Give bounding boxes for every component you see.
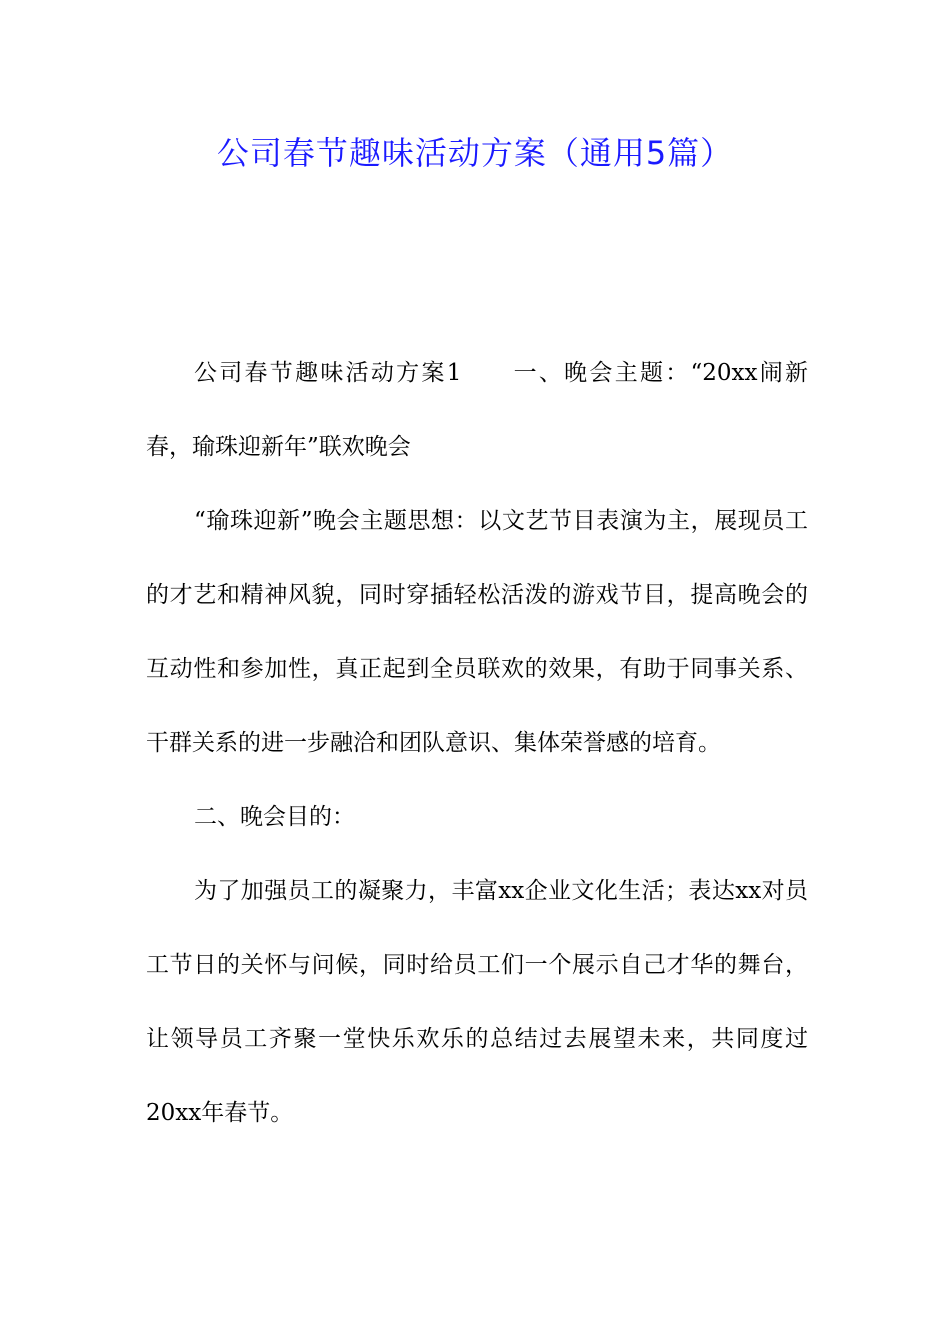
paragraph-1-text: 一、晚会主题：“20xx闹新春，瑜珠迎新年”联欢晚会 [146, 360, 809, 460]
section-heading: 公司春节趣味活动方案1 [194, 360, 462, 386]
document-body [146, 336, 808, 1150]
paragraph-3: 二、晚会目的： [194, 804, 355, 830]
paragraph-2: “瑜珠迎新”晚会主题思想：以文艺节目表演为主，展现员工的才艺和精神风貌，同时穿插轻松活泼的游戏节目，提高晚会的互动性和参加性，真正起到全员联欢的效果，有助于同事关系、干群关系的进一步融洽和团队意识、集体荣誉感的培育。 [146, 508, 808, 756]
paragraph-4: 为了加强员工的凝聚力，丰富xx企业文化生活；表达xx对员工节日的关怀与问候，同时给员工们一个展示自己才华的舞台，让领导员工齐聚一堂快乐欢乐的总结过去展望未来，共同度过20xx年春节。 [146, 878, 808, 1126]
document-title: 公司春节趣味活动方案（通用5篇） [216, 134, 734, 172]
paragraph-1 [146, 336, 808, 484]
